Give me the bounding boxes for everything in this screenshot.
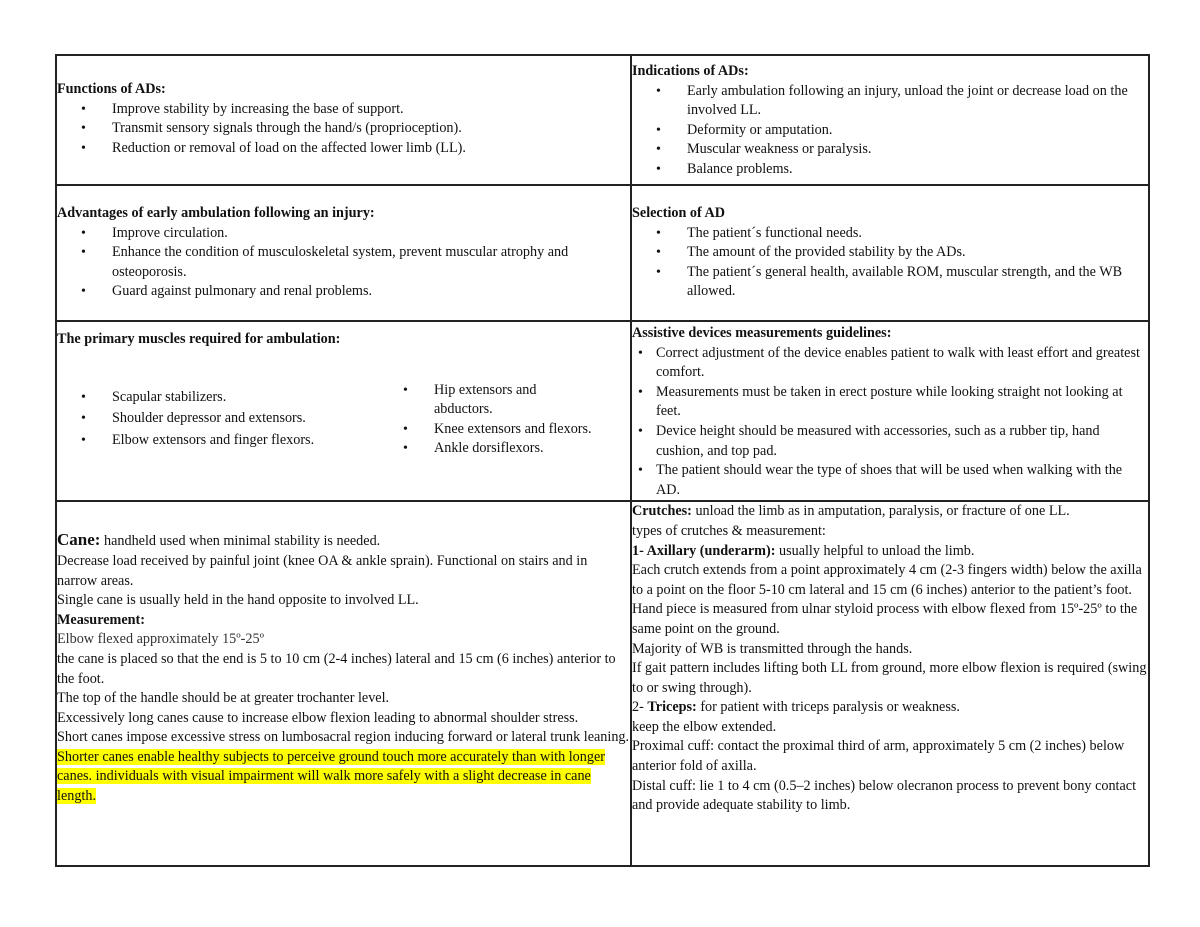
selection-title: Selection of AD	[632, 205, 725, 221]
cane-detail: the cane is placed so that the end is 5 to 10 cm (2-4 inches) lateral and 15 cm (6 inches) anterior to the foot.	[57, 650, 616, 687]
cane-highlight	[57, 748, 630, 807]
list-item: • Ankle dorsiflexors.	[379, 439, 630, 459]
indications-title: Indications of ADs:	[632, 63, 749, 79]
axillary-label: 1- Axillary (underarm):	[632, 542, 776, 559]
selection-list	[632, 224, 1148, 302]
list-item: • Early ambulation following an injury, unload the joint or decrease load on the involved LL.	[632, 82, 1148, 121]
list-item: • The patient´s general health, available ROM, muscular strength, and the WB allowed.	[632, 263, 1148, 302]
list-item: • Guard against pulmonary and renal problems.	[57, 282, 630, 302]
highlighted-text: Shorter canes enable healthy subjects to perceive ground touch more accurately than with longer canes. individuals with visual impairment will walk more safely with a slight decrease in cane length.	[57, 748, 605, 805]
crutches-types-line: types of crutches & measurement:	[632, 522, 826, 539]
functions-title: Functions of ADs:	[57, 81, 166, 97]
advantages-list	[57, 224, 630, 302]
list-item: • Measurements must be taken in erect posture while looking straight not looking at feet.	[632, 383, 1148, 422]
list-item: • The patient should wear the type of shoes that will be used when walking with the AD.	[632, 461, 1148, 500]
list-item: • The patient´s functional needs.	[632, 224, 1148, 244]
measurements-title: Assistive devices measurements guidelines:	[632, 325, 892, 341]
muscles-cell	[56, 321, 631, 501]
crutches-cell	[631, 501, 1149, 866]
cane-elbow-line: Elbow flexed approximately 15º-25º	[57, 631, 264, 648]
triceps-label: Triceps:	[647, 699, 697, 716]
list-item: • Balance problems.	[632, 160, 1148, 180]
list-item: • Transmit sensory signals through the hand/s (proprioception).	[57, 119, 630, 139]
measurements-list	[632, 344, 1148, 501]
cane-detail: Short canes impose excessive stress on lumbosacral region inducing forward or lateral trunk leaning.	[57, 729, 630, 746]
cane-heading: Cane:	[57, 530, 101, 550]
cane-detail: Excessively long canes cause to increase elbow flexion leading to abnormal shoulder stress.	[57, 709, 579, 726]
cane-cell	[56, 501, 631, 866]
list-item: • Improve circulation.	[57, 224, 630, 244]
list-item: • Correct adjustment of the device enables patient to walk with least effort and greatest comfort.	[632, 344, 1148, 383]
cane-detail: The top of the handle should be at greater trochanter level.	[57, 690, 390, 707]
crutches-intro-line	[632, 502, 1148, 522]
list-item: • Improve stability by increasing the base of support.	[57, 100, 630, 120]
cane-line: Single cane is usually held in the hand opposite to involved LL.	[57, 592, 419, 609]
list-item: • Shoulder depressor and extensors.	[57, 409, 397, 429]
muscles-list-left	[57, 388, 397, 451]
axillary-detail: Each crutch extends from a point approximately 4 cm (2-3 fingers width) below the axilla to a point on the floor 5-10 cm lateral and 15 cm (6 inches) anterior to the patient’s foot.	[632, 562, 1142, 598]
muscles-columns	[57, 350, 630, 459]
axillary-detail: Hand piece is measured from ulnar styloid process with elbow flexed from 15º-25º to the same point on the ground.	[632, 601, 1138, 637]
list-item: • Device height should be measured with accessories, such as a rubber tip, hand cushion, and top pad.	[632, 422, 1148, 461]
cane-measurement-title: Measurement:	[57, 611, 145, 628]
indications-cell	[631, 55, 1149, 185]
selection-cell	[631, 185, 1149, 321]
ad-summary-table	[55, 54, 1150, 867]
list-item: • Enhance the condition of musculoskeletal system, prevent muscular atrophy and osteoporosis.	[57, 243, 630, 282]
muscles-title: The primary muscles required for ambulation:	[57, 331, 341, 347]
triceps-line	[632, 698, 1148, 718]
crutches-heading: Crutches:	[632, 503, 692, 520]
cane-intro: handheld used when minimal stability is needed.	[104, 533, 381, 550]
triceps-detail: Proximal cuff: contact the proximal third of arm, approximately 5 cm (2 inches) below anterior fold of axilla.	[632, 738, 1125, 775]
muscles-list-right	[379, 381, 630, 459]
list-item: • The amount of the provided stability by the ADs.	[632, 243, 1148, 263]
functions-cell	[56, 55, 631, 185]
cane-intro-line	[57, 530, 630, 552]
crutches-intro: unload the limb as in amputation, paralysis, or fracture of one LL.	[695, 503, 1070, 520]
list-item: • Elbow extensors and finger flexors.	[57, 431, 397, 451]
axillary-text: usually helpful to unload the limb.	[778, 542, 975, 559]
triceps-detail: keep the elbow extended.	[632, 718, 777, 735]
list-item: • Reduction or removal of load on the affected lower limb (LL).	[57, 139, 630, 159]
axillary-detail: Majority of WB is transmitted through the hands.	[632, 640, 913, 657]
advantages-title: Advantages of early ambulation following an injury:	[57, 205, 375, 221]
triceps-text: for patient with triceps paralysis or weakness.	[700, 699, 960, 716]
axillary-detail: If gait pattern includes lifting both LL from ground, more elbow flexion is required (swing to or swing through).	[632, 660, 1147, 696]
advantages-cell	[56, 185, 631, 321]
cane-line: Decrease load received by painful joint (knee OA & ankle sprain). Functional on stairs and in narrow areas.	[57, 552, 588, 589]
list-item: • Muscular weakness or paralysis.	[632, 140, 1148, 160]
triceps-prefix: 2-	[632, 699, 644, 716]
measurements-cell	[631, 321, 1149, 501]
triceps-detail: Distal cuff: lie 1 to 4 cm (0.5–2 inches) below olecranon process to prevent bony contact and provide adequate stability to limb.	[632, 777, 1137, 814]
indications-list	[632, 82, 1148, 180]
functions-list	[57, 100, 630, 159]
list-item: • Deformity or amputation.	[632, 121, 1148, 141]
axillary-line	[632, 542, 1148, 562]
list-item: • Knee extensors and flexors.	[379, 420, 630, 440]
list-item: • Scapular stabilizers.	[57, 388, 397, 408]
list-item: • Hip extensors and abductors.	[379, 381, 584, 420]
